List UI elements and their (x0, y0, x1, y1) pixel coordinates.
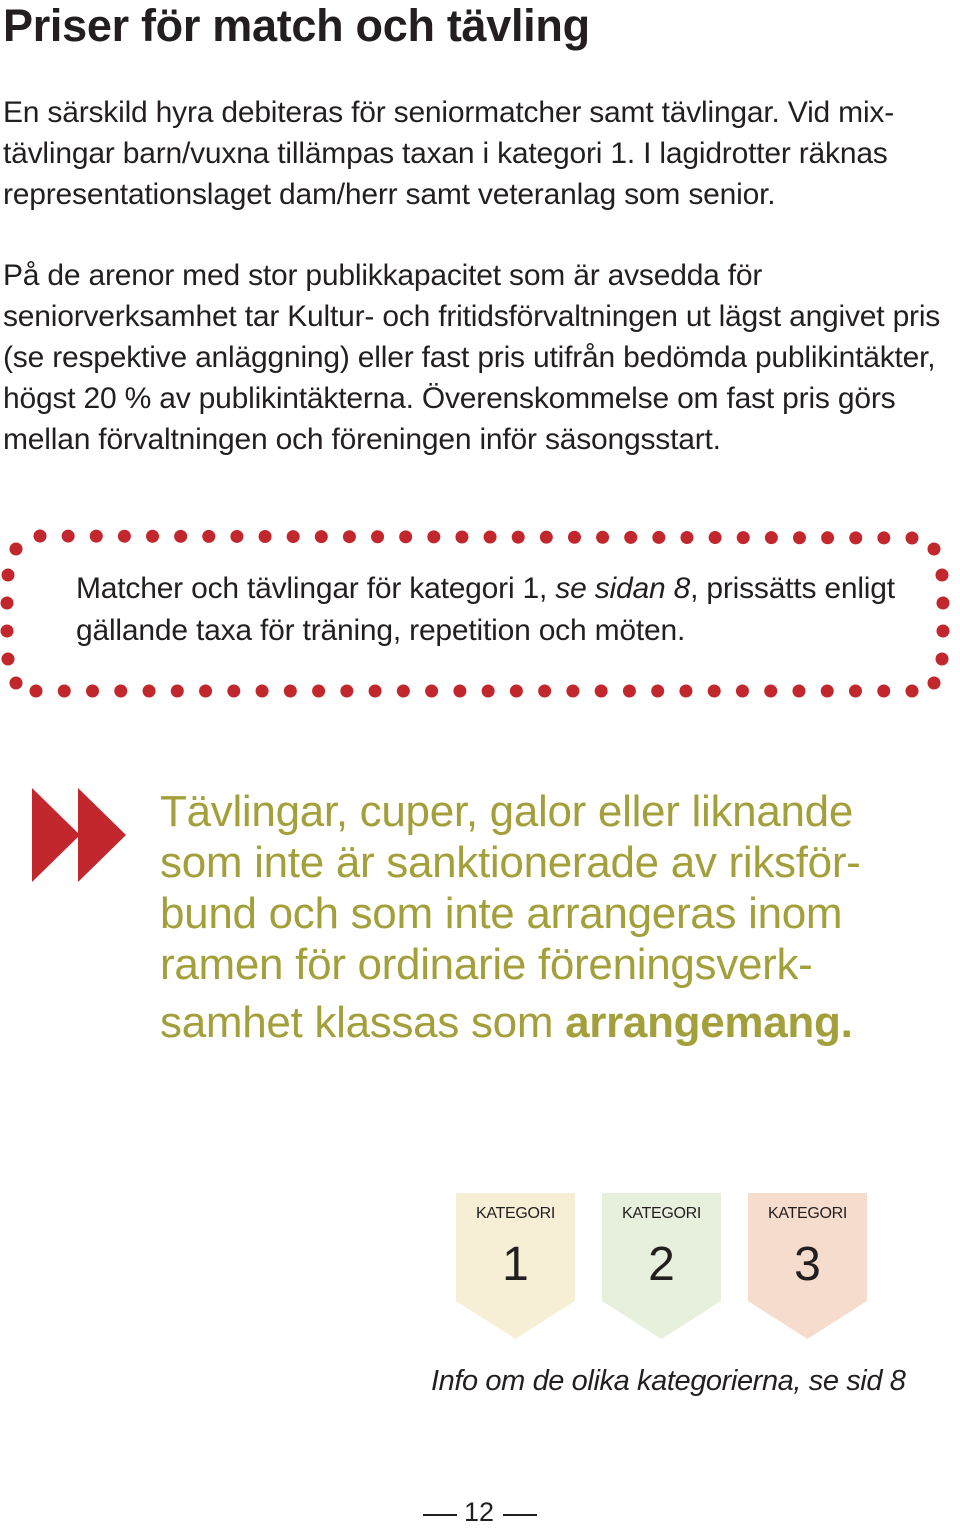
border-dot (906, 532, 919, 545)
border-dot (624, 531, 637, 544)
callout-line: bund och som inte arrangeras inom (160, 889, 843, 938)
border-dot (877, 685, 890, 698)
border-dot (202, 530, 215, 543)
callout-line: Tävlingar, cuper, galor eller liknande (160, 787, 854, 836)
border-dot (1, 625, 14, 638)
footer-dash-right (503, 1514, 537, 1516)
border-dot (287, 530, 300, 543)
callout-emphasis: arrangemang. (565, 998, 853, 1047)
callout-line: samhet klassas som (160, 998, 566, 1047)
border-dot (937, 597, 950, 610)
border-dot (10, 677, 23, 690)
callout-line: ramen för ordinarie föreningsverk- (160, 940, 813, 989)
category-label: KATEGORI (475, 1205, 556, 1222)
category-number: 1 (502, 1238, 529, 1291)
border-dot (455, 530, 468, 543)
border-dot (453, 685, 466, 698)
border-dot (230, 530, 243, 543)
arena-pricing-paragraph: På de arenor med stor publikkapacitet som är avsedda för seniorverksamhet tar Kultur- och fritidsförvaltningen ut lägst angivet pris (se respektive anläggning) eller fast pris utifrån bedömda publikintäkter, högst 20 % av publikintäkterna. Överenskommelse om fast pris görs mellan förvaltningen och föreningen inför säsongsstart. (3, 259, 941, 456)
border-dot (1, 597, 14, 610)
border-dot (793, 531, 806, 544)
category-number: 3 (794, 1238, 821, 1291)
border-dot (792, 685, 805, 698)
border-dot (928, 677, 941, 690)
border-dot (928, 543, 941, 556)
border-dot (680, 531, 693, 544)
border-dot (623, 685, 636, 698)
border-dot (114, 685, 127, 698)
border-dot (821, 685, 834, 698)
border-dot (936, 653, 949, 666)
border-dot (736, 685, 749, 698)
border-dot (199, 685, 212, 698)
border-dot (708, 685, 721, 698)
notice-text-before: Matcher och tävlingar för kategori 1, (76, 572, 556, 605)
border-dot (849, 685, 862, 698)
category-label: KATEGORI (767, 1205, 848, 1222)
border-dot (371, 530, 384, 543)
border-dot (596, 531, 609, 544)
border-dot (482, 685, 495, 698)
border-dot (2, 569, 15, 582)
border-dot (86, 685, 99, 698)
border-dot (343, 530, 356, 543)
border-dot (174, 530, 187, 543)
notice-text-after: , prissätts enligt gällande taxa för träning, repetition och möten. (76, 572, 895, 647)
border-dot (651, 685, 664, 698)
border-dot (540, 531, 553, 544)
border-dot (484, 531, 497, 544)
border-dot (566, 685, 579, 698)
border-dot (510, 685, 523, 698)
border-dot (709, 531, 722, 544)
border-dot (284, 685, 297, 698)
categories-info-link-text: Info om de olika kategorierna, se sid 8 (431, 1365, 906, 1397)
border-dot (849, 531, 862, 544)
footer-dash-left (423, 1514, 457, 1516)
border-dot (595, 685, 608, 698)
border-dot (737, 531, 750, 544)
border-dot (2, 653, 15, 666)
border-dot (399, 530, 412, 543)
border-dot (340, 685, 353, 698)
border-dot (937, 625, 950, 638)
border-dot (397, 685, 410, 698)
border-dot (90, 530, 103, 543)
border-dot (679, 685, 692, 698)
callout-last-line (160, 997, 920, 1048)
border-dot (425, 685, 438, 698)
border-dot (259, 530, 272, 543)
category-3-badge (748, 1193, 867, 1339)
border-dot (369, 685, 382, 698)
border-dot (34, 530, 47, 543)
border-dot (256, 685, 269, 698)
border-dot (652, 531, 665, 544)
border-dot (877, 531, 890, 544)
border-dot (171, 685, 184, 698)
border-dot (10, 543, 23, 556)
category-1-badge (456, 1193, 575, 1339)
page-number: 12 (463, 1497, 495, 1527)
notice-page-reference: se sidan 8 (555, 572, 691, 605)
arrow-right-triangle (78, 788, 126, 882)
border-dot (118, 530, 131, 543)
callout-line: som inte är sanktionerade av riksför- (160, 838, 861, 887)
notice-text (76, 568, 926, 652)
category-label: KATEGORI (621, 1205, 702, 1222)
border-dot (146, 530, 159, 543)
arrangement-callout (160, 786, 920, 1048)
category-2-badge (602, 1193, 721, 1339)
border-dot (568, 531, 581, 544)
category-badges (456, 1193, 876, 1343)
border-dot (312, 685, 325, 698)
border-dot (30, 685, 43, 698)
border-dot (427, 530, 440, 543)
border-dot (906, 685, 919, 698)
border-dot (227, 685, 240, 698)
border-dot (764, 685, 777, 698)
page-title: Priser för match och tävling (3, 0, 590, 51)
border-dot (143, 685, 156, 698)
border-dot (765, 531, 778, 544)
border-dot (538, 685, 551, 698)
border-dot (821, 531, 834, 544)
border-dot (58, 685, 71, 698)
border-dot (315, 530, 328, 543)
category-number: 2 (648, 1238, 675, 1291)
border-dot (936, 569, 949, 582)
border-dot (512, 531, 525, 544)
intro-paragraph: En särskild hyra debiteras för seniormatcher samt tävlingar. Vid mix-tävlingar barn/vuxna tillämpas taxan i kategori 1. I lagidrotter räknas representationslaget dam/herr samt veteranlag som senior. (3, 96, 895, 211)
border-dot (62, 530, 75, 543)
double-arrow-right-icon (32, 788, 132, 887)
arrow-left-triangle (32, 788, 80, 882)
